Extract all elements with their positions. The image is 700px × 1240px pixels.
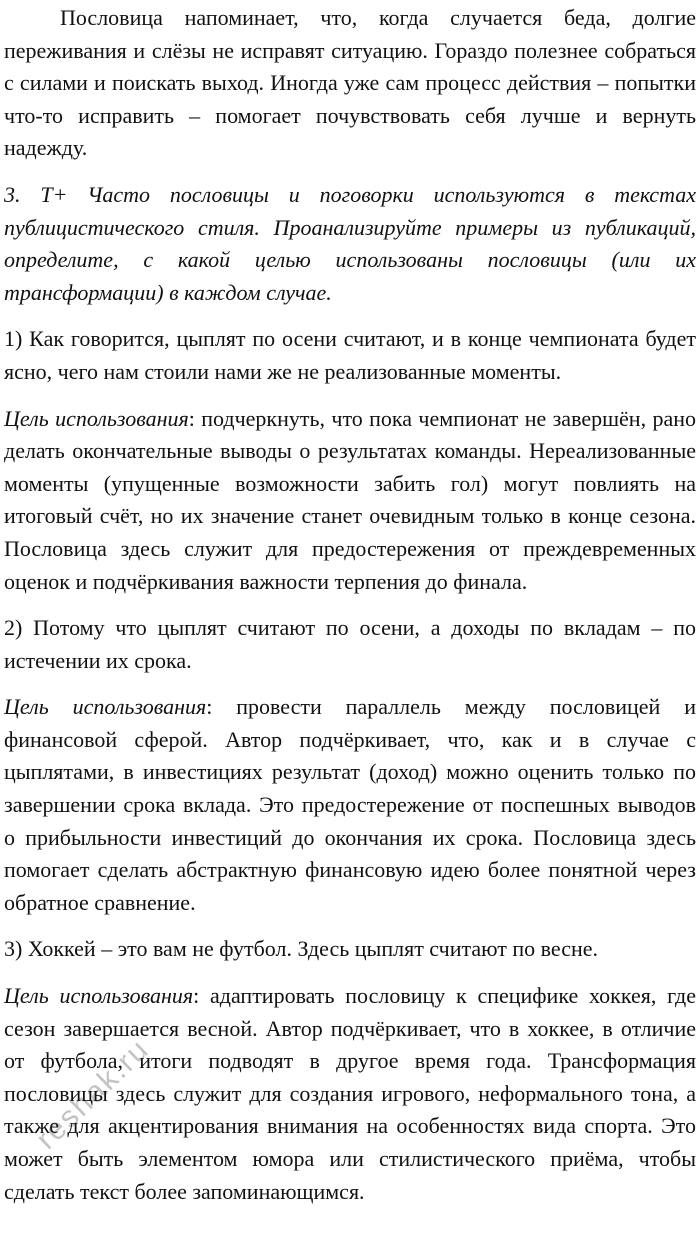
goal-3-text: : адаптировать пословицу к специфике хоккея, где сезон завершается весной. Автор подчёркивает, что в хоккее, в отличие от футбола, итоги подводят в другое время года. Трансформация пословицы здесь служит для создания игрового, неформального тона, а также для акцентирования внимания на особенностях вида спорта. Это может быть элементом юмора или стилистического приёма, чтобы сделать текст более запоминающимся.: [4, 983, 696, 1204]
intro-paragraph: Пословица напоминает, что, когда случается беда, долгие переживания и слёзы не исправят ситуацию. Гораздо полезнее собраться с силами и поискать выход. Иногда уже сам процесс действия – попытки что-то исправить – помогает почувствовать себя лучше и вернуть надежду.: [4, 5, 696, 161]
example-3-paragraph: 3) Хоккей – это вам не футбол. Здесь цыплят считают по весне.: [4, 936, 599, 962]
goal-3-paragraph: [4, 980, 696, 1208]
example-1-paragraph: 1) Как говорится, цыплят по осени считают, и в конце чемпионата будет ясно, чего нам стоили нами же не реализованные моменты.: [4, 326, 696, 384]
watermark: reshak.ru: [30, 1032, 156, 1156]
goal-1-paragraph: [4, 403, 696, 599]
goal-2-text: : провести параллель между пословицей и финансовой сферой. Автор подчёркивает, что, как и в случае с цыплятами, в инвестициях результат (доход) можно оценить только по завершении срока вклада. Это предостережение от поспешных выводов о прибыльности инвестиций до окончания их срока. Пословица здесь помогает сделать абстрактную финансовую идею более понятной через обратное сравнение.: [4, 694, 696, 915]
goal-2-paragraph: [4, 691, 696, 919]
goal-1-text: : подчеркнуть, что пока чемпионат не завершён, рано делать окончательные выводы о результатах команды. Нереализованные моменты (упущенные возможности забить гол) могут повлиять на итоговый счёт, но их значение станет очевидным только в конце сезона. Пословица здесь служит для предостережения от преждевременных оценок и подчёркивания важности терпения до финала.: [4, 405, 696, 594]
task-paragraph: 3. Т+ Часто пословицы и поговорки используются в текстах публицистического стиля. Проанализируйте примеры из публикаций, определите, с какой целью использованы пословицы (или их трансформации) в каждом случае.: [4, 181, 696, 305]
example-2-paragraph: 2) Потому что цыплят считают по осени, а доходы по вкладам – по истечении их срока.: [4, 615, 696, 673]
goal-1-label: Цель использования: [4, 405, 189, 431]
goal-2-label: Цель использования: [4, 694, 207, 720]
goal-3-label: Цель использования: [4, 983, 194, 1009]
